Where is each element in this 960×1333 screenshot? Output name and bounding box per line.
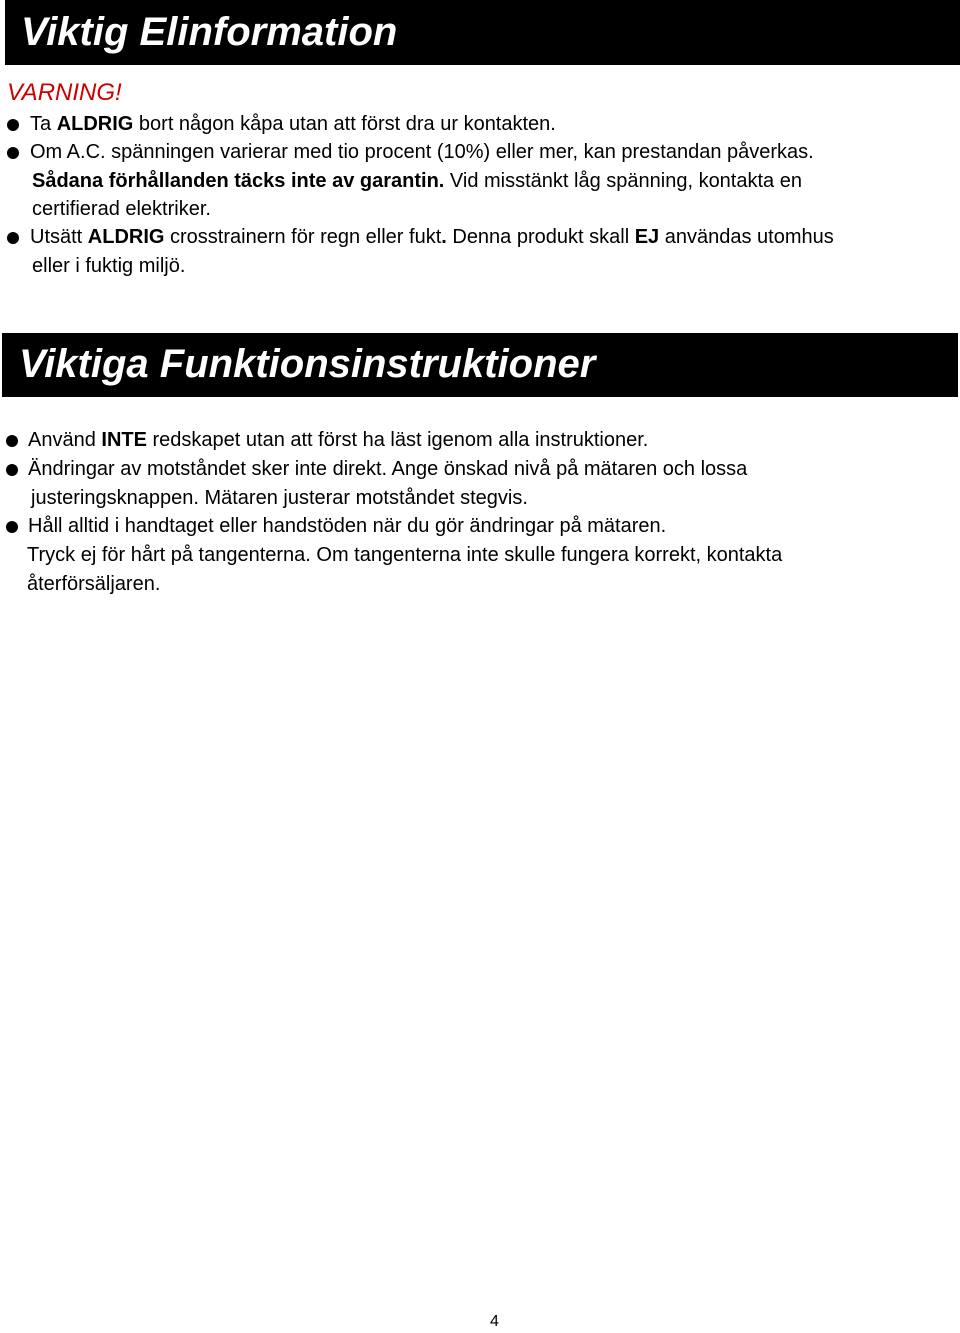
page-number: 4 xyxy=(490,1313,499,1330)
list-item-continuation: certifierad elektriker. xyxy=(32,198,211,220)
text-span: bort någon kåpa utan att först dra ur kontakten. xyxy=(133,113,556,135)
list-item: Om A.C. spänningen varierar med tio procent (10%) eller mer, kan prestandan påverkas. xyxy=(30,141,814,163)
text-span: Ta xyxy=(30,113,57,135)
list-item-continuation xyxy=(32,169,802,193)
bullet-icon xyxy=(6,521,18,533)
text-span: redskapet utan att först ha läst igenom alla instruktioner. xyxy=(146,429,649,451)
bullet-icon xyxy=(6,435,18,447)
section-banner-function xyxy=(2,333,958,397)
bullet-icon xyxy=(7,232,19,244)
emphasis-text: ALDRIG xyxy=(87,226,165,248)
text-span: Vid misstänkt låg spänning, kontakta en xyxy=(444,170,802,192)
text-span: Utsätt xyxy=(30,226,88,248)
bullet-icon xyxy=(6,464,18,476)
text-span: Använd xyxy=(28,429,102,451)
text-span: crosstrainern för regn eller fukt xyxy=(164,226,442,248)
list-item xyxy=(30,112,556,136)
list-item-continuation: justeringsknappen. Mätaren justerar motståndet stegvis. xyxy=(31,487,528,509)
emphasis-text: EJ xyxy=(634,226,660,248)
emphasis-text: INTE xyxy=(101,429,147,451)
bullet-icon xyxy=(7,119,19,131)
section-title-function: Viktiga Funktionsinstruktioner xyxy=(19,342,596,386)
list-item-continuation: återförsäljaren. xyxy=(27,573,161,595)
section-banner-electrical xyxy=(5,0,960,65)
text-span: Denna produkt skall xyxy=(446,226,635,248)
list-item xyxy=(28,428,648,452)
text-span: användas utomhus xyxy=(659,226,834,248)
section-title-electrical: Viktig Elinformation xyxy=(21,10,398,54)
list-item xyxy=(30,225,834,249)
list-item: Håll alltid i handtaget eller handstöden när du gör ändringar på mätaren. xyxy=(28,515,667,537)
list-item-continuation: Tryck ej för hårt på tangenterna. Om tangenterna inte skulle fungera korrekt, kontakta xyxy=(27,544,783,566)
emphasis-text: ALDRIG xyxy=(56,113,134,135)
bullet-icon xyxy=(7,147,19,159)
warning-heading: VARNING! xyxy=(7,79,122,106)
emphasis-text: . xyxy=(441,226,447,248)
emphasis-text: Sådana förhållanden täcks inte av garantin. xyxy=(32,170,445,192)
list-item-continuation: eller i fuktig miljö. xyxy=(32,255,186,277)
list-item: Ändringar av motståndet sker inte direkt. Ange önskad nivå på mätaren och lossa xyxy=(28,458,748,480)
